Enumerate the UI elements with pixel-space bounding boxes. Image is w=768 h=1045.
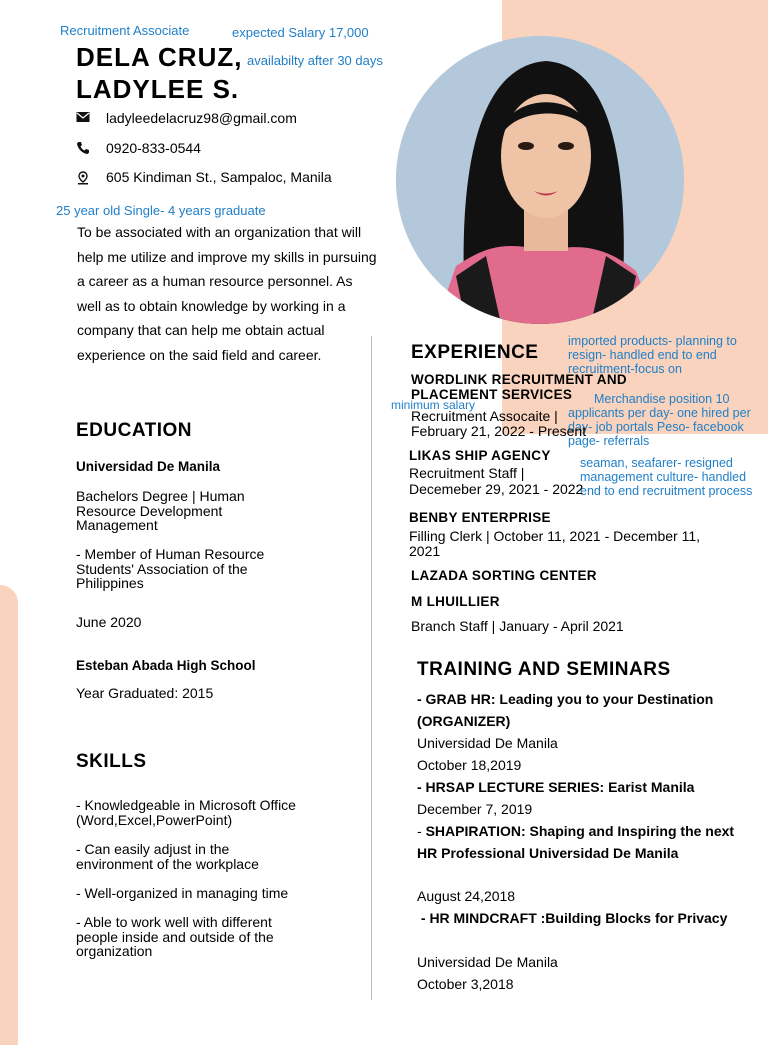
training-heading: TRAINING AND SEMINARS	[417, 659, 671, 680]
job-company: WORDLINK RECRUITMENT AND PLACEMENT SERVICES	[411, 372, 627, 402]
note-right-1: imported products- planning to resign- handled end to end recruitment-focus on	[568, 334, 737, 376]
job-company: LAZADA SORTING CENTER	[411, 568, 597, 583]
address-text: 605 Kindiman St., Sampaloc, Manila	[106, 169, 332, 185]
job-role: Recruitment Assocaite |	[411, 408, 558, 424]
location-pin-icon	[76, 171, 90, 190]
training-4-place: Universidad De Manila	[417, 954, 558, 970]
objective-text: To be associated with an organization that will help me utilize and improve my skills in pursuing a career as a human resource personnel. As well as to obtain knowledge by working in a company that can help me obtain actual experience on the said field and career.	[77, 224, 377, 363]
school-2: Esteban Abada High School	[76, 658, 256, 673]
phone-icon	[76, 141, 90, 160]
name-line2: LADYLEE S.	[76, 74, 240, 104]
school-1: Universidad De Manila	[76, 459, 221, 474]
phone-text: 0920-833-0544	[106, 140, 201, 156]
membership-text: - Member of Human Resource Students' Association of the Philippines	[76, 546, 265, 591]
education-date-1: June 2020	[76, 614, 142, 630]
training-2-title: - HRSAP LECTURE SERIES: Earist Manila	[417, 779, 695, 795]
training-1-date: October 18,2019	[417, 757, 522, 773]
email-icon	[76, 110, 90, 129]
education-heading: EDUCATION	[76, 420, 193, 441]
skills-heading: SKILLS	[76, 751, 147, 772]
training-4-date: October 3,2018	[417, 976, 514, 992]
job-company: LIKAS SHIP AGENCY	[409, 448, 551, 463]
job-date: February 21, 2022 - Present	[411, 423, 587, 439]
training-3-title: - SHAPIRATION: Shaping and Inspiring the next HR Professional Universidad De Manila	[417, 823, 735, 861]
note-profile: 25 year old Single- 4 years graduate	[56, 203, 266, 218]
column-divider	[371, 336, 372, 1000]
job-date: Decemeber 29, 2021 - 2022	[409, 481, 584, 497]
skill-item: - Well-organized in managing time	[76, 885, 289, 901]
training-2-date: December 7, 2019	[417, 801, 533, 817]
job-company: M LHUILLIER	[411, 594, 500, 609]
job-role: Filling Clerk | October 11, 2021 - December 11, 2021	[409, 528, 701, 559]
training-3-date: August 24,2018	[417, 888, 516, 904]
education-year-2: Year Graduated: 2015	[76, 685, 214, 701]
note-min-salary: minimum salary	[391, 398, 476, 412]
note-availability: availabilty after 30 days	[247, 53, 383, 68]
training-1-place: Universidad De Manila	[417, 735, 558, 751]
training-1-title: - GRAB HR: Leading you to your Destination (ORGANIZER)	[417, 691, 714, 729]
training-4-title: - HR MINDCRAFT :Building Blocks for Privacy	[417, 910, 728, 926]
job-company: BENBY ENTERPRISE	[409, 510, 551, 525]
skill-item: - Able to work well with different people inside and outside of the organization	[76, 914, 274, 959]
note-salary: expected Salary 17,000	[232, 25, 369, 40]
skill-item: - Can easily adjust in the environment of the workplace	[76, 841, 259, 872]
job-role: Branch Staff | January - April 2021	[411, 618, 624, 634]
note-right-3: seaman, seafarer- resigned management culture- handled end to end recruitment process	[580, 456, 753, 498]
note-role: Recruitment Associate	[60, 23, 190, 38]
peach-block-left	[0, 585, 18, 1045]
skill-item: - Knowledgeable in Microsoft Office (Word,Excel,PowerPoint)	[76, 797, 296, 828]
job-role: Recruitment Staff |	[409, 465, 525, 481]
degree-text: Bachelors Degree | Human Resource Development Management	[76, 488, 245, 533]
name-line1: DELA CRUZ,	[76, 42, 243, 72]
email-text: ladyleedelacruz98@gmail.com	[106, 110, 297, 126]
profile-photo	[396, 36, 684, 324]
note-right-2: Merchandise position 10 applicants per day- one hired per day- job portals Peso- facebook page- referrals	[568, 392, 751, 448]
experience-heading: EXPERIENCE	[411, 342, 539, 363]
